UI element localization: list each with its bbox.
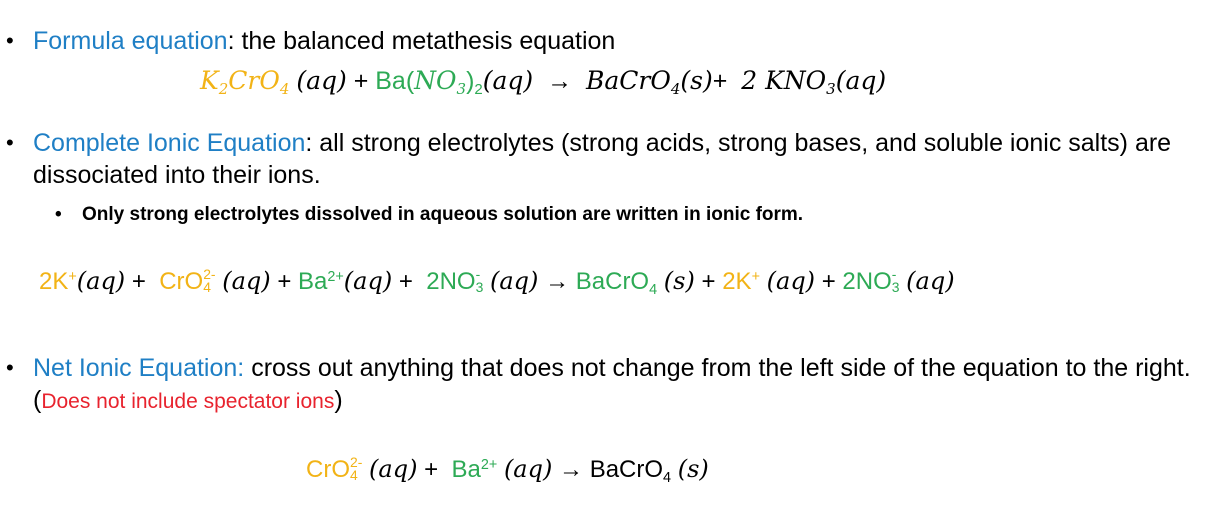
state-aq: (aq): [222, 267, 271, 295]
state-s: (s): [663, 267, 695, 295]
plus-sign: +: [277, 268, 292, 295]
state-aq: (aq): [343, 267, 393, 295]
net-term: Net Ionic Equation:: [33, 354, 245, 382]
complete-text: [33, 127, 1193, 191]
ion-ba: $Ba^{2+}$: [298, 268, 344, 295]
net-text: [33, 352, 1193, 418]
reactant-k2cro4: $K_2CrO_4$: [200, 66, 290, 99]
bullet-icon: •: [6, 28, 14, 53]
plus-sign: +: [821, 268, 836, 295]
plus-sign: +: [398, 268, 413, 295]
arrow-icon: →: [547, 67, 573, 95]
plus-sign: +: [353, 67, 369, 95]
complete-desc: : all strong electrolytes (strong acids, strong bases, and soluble ionic salts) are dissociated into their ions.: [33, 129, 1172, 189]
plus-sign: +: [712, 67, 728, 95]
complete-term: Complete Ionic Equation: [33, 129, 306, 157]
product-kno3: 2 $KNO_3(aq)$: [741, 66, 887, 99]
state-aq: (aq): [76, 267, 126, 295]
plus-sign: +: [131, 268, 146, 295]
product-bacro4: BaCrO$_4$(s): [585, 66, 713, 99]
formula-term: Formula equation: [33, 27, 228, 55]
bullet-icon: •: [55, 204, 62, 225]
reactant-bano3: $Ba(NO_3)_2$: [375, 66, 483, 99]
formula-equation: [200, 64, 886, 98]
ion-ba: $Ba^{2+}$: [451, 456, 498, 483]
state-aq: (aq): [906, 267, 955, 295]
formula-desc: : the balanced metathesis equation: [227, 27, 616, 55]
ion-no3: 2NO - 3: [426, 266, 484, 296]
plus-sign: +: [701, 268, 716, 295]
state-aq: (aq): [482, 66, 534, 95]
precipitate-bacro4: BaCrO$_4$: [575, 268, 658, 299]
state-aq: (aq): [503, 455, 553, 483]
bullet-icon: •: [6, 355, 14, 380]
complete-note-text: Only strong electrolytes dissolved in aqueous solution are written in ionic form.: [82, 204, 804, 225]
state-aq: (aq): [490, 267, 539, 295]
complete-equation: [39, 264, 955, 299]
net-note: Does not include spectator ions: [41, 390, 335, 413]
arrow-icon: →: [545, 268, 570, 295]
precipitate-bacro4: BaCrO$_4$: [589, 456, 672, 487]
ion-cro4: CrO 2- 4: [306, 454, 363, 484]
ion-no3: 2NO - 3: [842, 266, 900, 296]
plus-sign: +: [424, 456, 439, 483]
formula-text: [33, 25, 1193, 57]
ion-cro4: CrO 2- 4: [159, 266, 216, 296]
net-desc: cross out anything that does not change from the left side of the equation to the right. (: [33, 354, 1191, 414]
state-aq: (aq): [296, 66, 347, 95]
ion-k: 2K+: [722, 268, 760, 295]
state-aq: (aq): [369, 455, 418, 483]
state-aq: (aq): [766, 267, 816, 295]
net-equation: [306, 452, 709, 487]
state-s: (s): [677, 455, 709, 483]
bullet-icon: •: [6, 130, 14, 155]
net-close: ): [334, 386, 343, 414]
arrow-icon: →: [559, 456, 584, 483]
ion-k: 2K+: [39, 268, 77, 295]
